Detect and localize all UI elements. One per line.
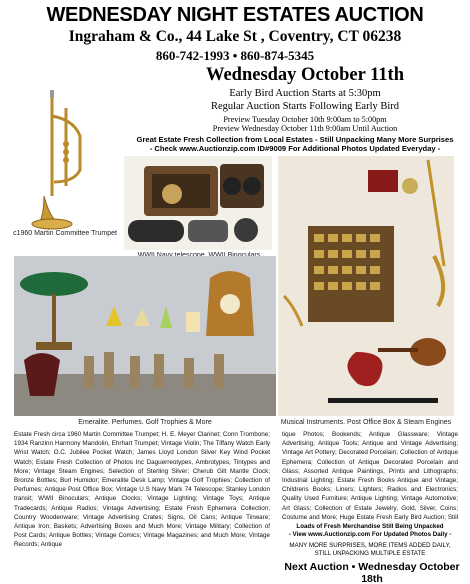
phone-numbers: 860-742-1993 • 860-874-5345 — [155, 48, 315, 63]
next-auction: Next Auction • Wednesday October 18th — [284, 561, 460, 584]
flyer-title: WEDNESDAY NIGHT ESTATES AUCTION — [46, 4, 424, 26]
loads-line-1: Loads of Fresh Merchandise Still Being Unpacked — [296, 523, 444, 530]
early-bird-time: Early Bird Auction Starts at 5:30pm — [229, 88, 381, 99]
more-surprises-notice — [282, 542, 458, 558]
collection-banner: Great Estate Fresh Collection from Local Estates - Still Unpacking Many More Surprises — [136, 135, 454, 144]
auction-date: Wednesday October 11th — [205, 65, 405, 85]
item-list-left: Estate Fresh circa 1960 Martin Committee Trumpet; H. E. Meyer Clarinet; Conn Trombone; 1934 Ranzinn Harmony Mandolin, Ehrhart Trumpet; Vintage Violin; The Tiffany Watch Early Wrist Watch; O.C. Jubilee Pocket Watch; James Lloyd London Silver Key Wind Pocket Watch; Estate Fresh Collection of Photos Inc Daguerreotypes, Ambrotypes, Tintypes and More; Vintage Steam Engines; Selection of Sterling Silver; Cherub Gilt Mantle Clock; Bronze Bottles; Burl Humidor; Emeralite Desk Lamp; Vintage Golf Trophies; Collection of Perfumes; Antique Post Office Box; Vintage U.S Navy Mark 74 Telescope; Stanley London transit; WWII Binoculars; Antique Clocks; Vintage Lighting; Vintage Toys; Antique Tradecards; Antique Radios; Vintage Advertising; Estate Fresh Ephemera Collection; Country Woodenware; Vintage Advertising Crates; Signs, Oil Cans; Antique Tinware; Antique Iron; Baskets; Advertising Boxes and Much More; Vintage Military; Collection of Post Cards; Antique Bottles; Vintage Comics; Vintage Magazines; and Much More; Vintage Records; Antique — [14, 431, 270, 549]
musical-instruments-photo — [278, 156, 454, 416]
preview-tuesday: Preview Tuesday October 10th 9:00am to 5:00pm — [223, 115, 387, 124]
loads-line-2: - View www.Auctionzip.com For Updated Photos Daily - — [288, 531, 452, 538]
more-line-1: MANY MORE SURPRISES, MORE ITEMS ADDED DAILY, — [289, 542, 451, 549]
more-line-2: STILL UNPACKING MULTIPLE ESTATE — [314, 550, 426, 557]
emeralite-caption: Emeralite. Perfumes. Golf Trophies & More — [78, 419, 212, 426]
telescope-photo — [124, 156, 272, 250]
company-address: Ingraham & Co., 44 Lake St , Coventry, CT 06238 — [68, 28, 402, 45]
auctionzip-banner: - Check www.Auctionzip.com ID#9009 For Additional Photos Updated Everyday - — [149, 144, 441, 153]
emeralite-photo — [14, 256, 276, 416]
loads-notice — [282, 523, 458, 539]
trumpet-caption: c1960 Martin Committee Trumpet — [13, 230, 117, 237]
item-list-right: tique Photos; Bookends; Antique Glassware; Vintage Advertising; Antique Tools; Antique and Vintage Advertising; Vintage Art Pottery; Decorated Porcelain; Collection of Antique Ephemera; Collection of Antique Decorated Porcelain and Glass; Assorted Antique Paintings, Prints and Lithographs; Industrial Lighting; Estate Fresh Books Antique and Vintage; Childrens Books; Liners; Lighters; Radios and Electronics; Quality Used Furniture; Antique Lighting; Vintage Automotive; Art Glass; Collection of Estate Jewelry, Gold, Silver, Coins; Costume and More; Huge Estate Fresh Early Bird Auction; Still — [282, 431, 458, 521]
trumpet-photo — [14, 86, 118, 230]
preview-wednesday: Preview Wednesday October 11th 9:00am Until Auction — [212, 124, 398, 133]
regular-auction-time: Regular Auction Starts Following Early Bird — [210, 101, 400, 112]
musical-caption: Musical Instruments. Post Office Box & Steam Engines — [280, 419, 452, 426]
